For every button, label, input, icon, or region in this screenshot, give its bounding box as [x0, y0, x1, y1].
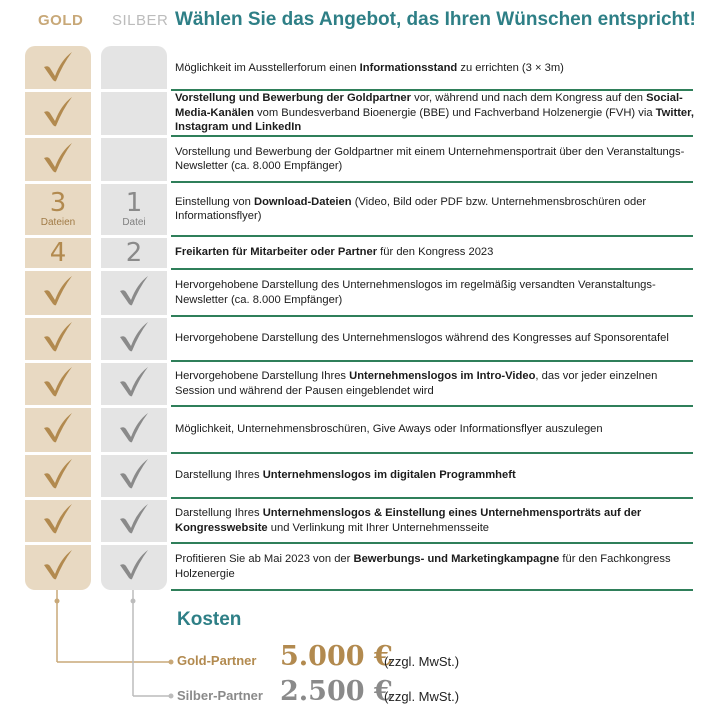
silber-column-header: SILBER — [112, 12, 169, 29]
feature-description: Möglichkeit, Unternehmensbroschüren, Give Aways oder Informationsflyer auszulegen — [175, 423, 603, 436]
feature-description: Hervorgehobene Darstellung Ihres Unternehmenslogos im Intro-Video, das vor jeder einzelnen Session und während der Pausen eingeblendet wird — [175, 370, 658, 397]
gold-partner-price: 5.000 € — [280, 641, 393, 672]
gold-count: 4 — [49, 237, 67, 268]
feature-description: Darstellung Ihres Unternehmenslogos & Einstellung eines Unternehmensporträts auf der Kongresswebsite und Verlinkung mit Ihrer Unternehmensseite — [175, 507, 642, 534]
gold-count: 3 — [49, 188, 67, 218]
feature-description: Vorstellung und Bewerbung der Goldpartner mit einem Unternehmensportrait über den Veranstaltungs-Newsletter (ca. 8.000 Empfänger) — [175, 145, 685, 172]
feature-description: Freikarten für Mitarbeiter oder Partner für den Kongress 2023 — [175, 246, 494, 259]
kosten-title: Kosten — [177, 609, 242, 630]
silber-count: 2 — [125, 237, 143, 268]
feature-description: Vorstellung und Bewerbung der Goldpartner vor, während und nach dem Kongress auf den Social-Media-Kanälen vom Bundesverband Bioenergie (BBE) und Fachverband Holzenergie (FVH) via Twitter, Instagram und LinkedIn — [175, 92, 695, 134]
feature-description: Hervorgehobene Darstellung des Unternehmenslogos im regelmäßig versandten Veranstaltungs-Newsletter (ca. 8.000 Empfänger) — [175, 279, 656, 306]
silber-partner-label: Silber-Partner — [177, 688, 263, 703]
gold-partner-label: Gold-Partner — [177, 653, 257, 668]
silber-partner-price: 2.500 € — [280, 676, 393, 707]
gold-count-unit: Dateien — [40, 217, 76, 228]
feature-description: Möglichkeit im Ausstellerforum einen Informationsstand zu errichten (3 × 3m) — [175, 61, 564, 74]
page-title: Wählen Sie das Angebot, das Ihren Wünschen entspricht! — [175, 9, 696, 30]
gold-column-header: GOLD — [38, 12, 84, 29]
silber-count: 1 — [125, 188, 143, 218]
feature-description: Darstellung Ihres Unternehmenslogos im digitalen Programmheft — [175, 469, 516, 482]
silber-count-unit: Datei — [122, 217, 146, 228]
silber-partner-price-note: (zzgl. MwSt.) — [384, 689, 460, 704]
feature-description: Profitieren Sie ab Mai 2023 von der Bewerbungs- und Marketingkampagne für den Fachkongress Holzenergie — [175, 553, 671, 580]
gold-partner-price-note: (zzgl. MwSt.) — [384, 654, 460, 669]
feature-description: Hervorgehobene Darstellung des Unternehmenslogos während des Kongresses auf Sponsorentafel — [175, 332, 669, 345]
feature-description: Einstellung von Download-Dateien (Video, Bild oder PDF bzw. Unternehmensbroschüren oder Informationsflyer) — [175, 195, 647, 222]
